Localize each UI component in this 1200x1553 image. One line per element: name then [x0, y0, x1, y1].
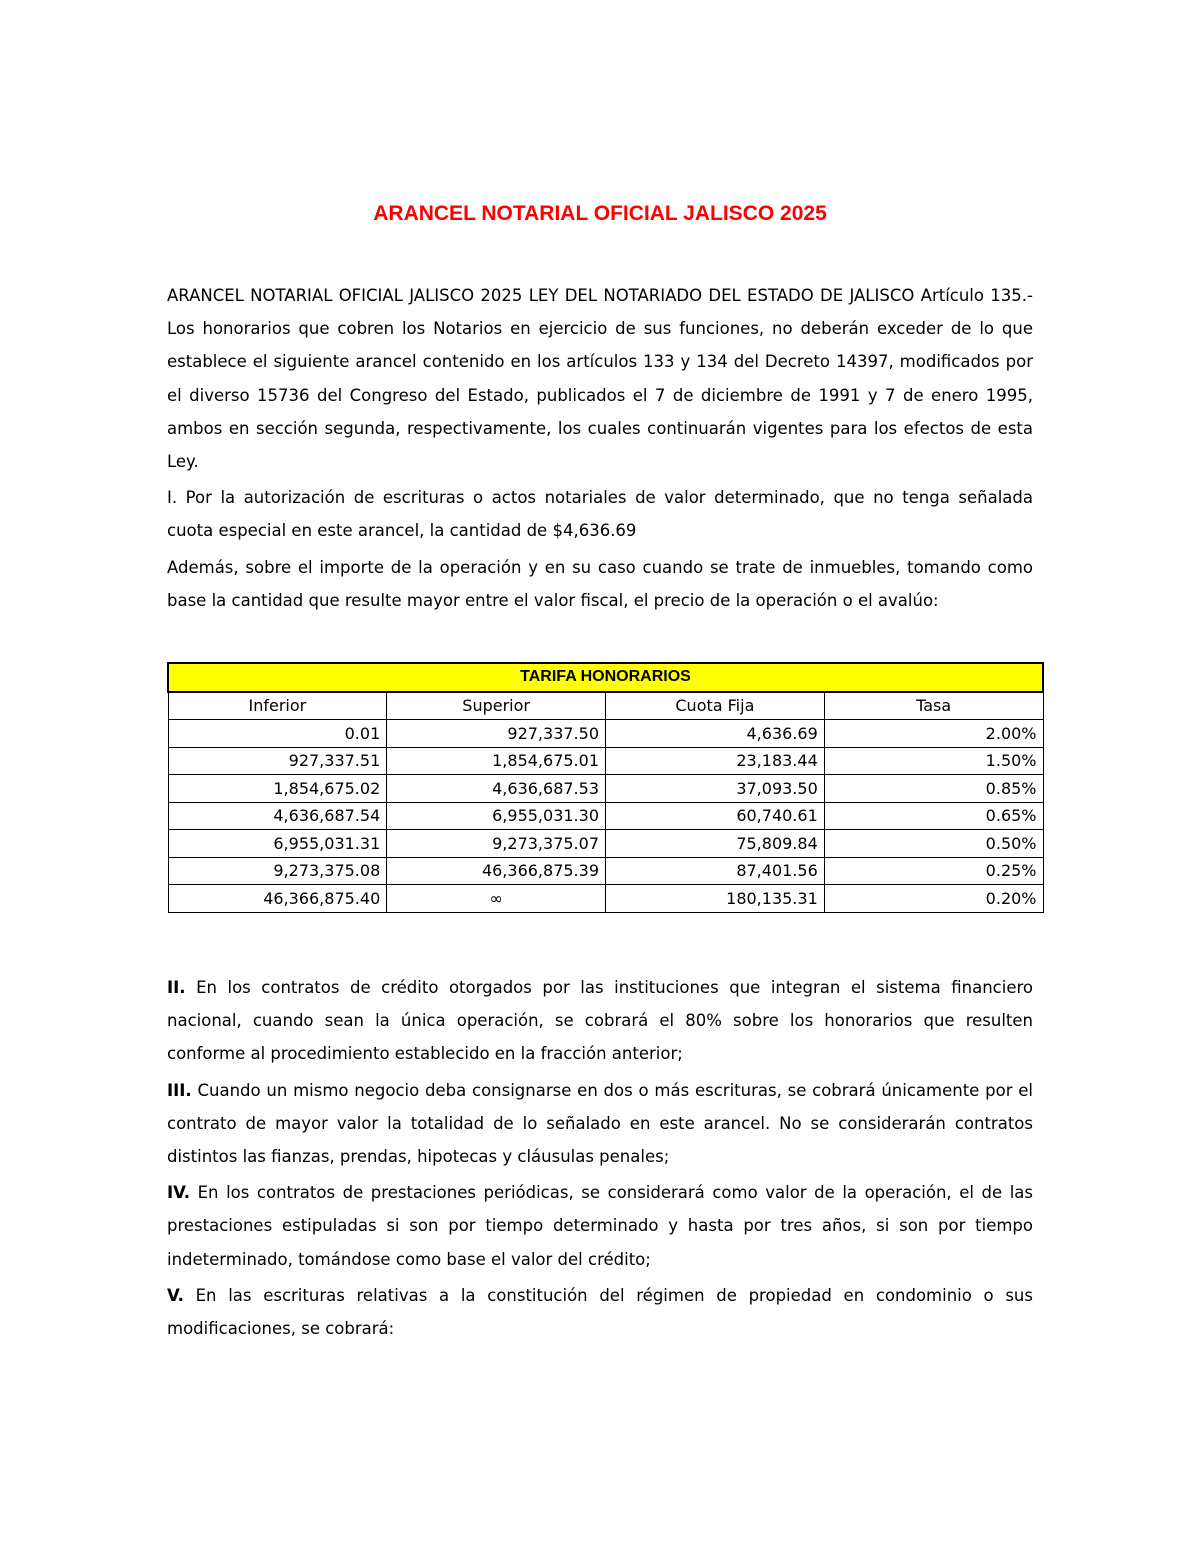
cell-superior-infinity: ∞ [387, 885, 606, 913]
cell-superior: 6,955,031.30 [387, 802, 606, 830]
tarifa-honorarios-table [167, 662, 1044, 913]
cell-cuota-fija: 23,183.44 [606, 747, 825, 775]
cell-superior: 4,636,687.53 [387, 775, 606, 803]
table-title-row [168, 663, 1043, 692]
table-row [168, 747, 1043, 775]
cell-tasa: 0.65% [824, 802, 1043, 830]
cell-tasa: 2.00% [824, 720, 1043, 748]
cell-cuota-fija: 60,740.61 [606, 802, 825, 830]
cell-tasa: 0.25% [824, 857, 1043, 885]
header-cuota-fija: Cuota Fija [606, 692, 825, 720]
cell-superior: 9,273,375.07 [387, 830, 606, 858]
fraction-4-text: En los contratos de prestaciones periódicas, se considerará como valor de la operación, el de las prestaciones estipuladas si son por tiempo determinado y hasta por tres años, si son por tiempo indeterminado, tomándose como base el valor del crédito; [167, 1183, 1033, 1269]
fraction-3-paragraph [167, 1074, 1033, 1174]
intro-section [167, 279, 1033, 617]
fraction-5-text: En las escrituras relativas a la constitución del régimen de propiedad en condominio o sus modificaciones, se cobrará: [167, 1285, 1033, 1339]
fraction-5-numeral: V. [167, 1285, 184, 1305]
table-header-row [168, 692, 1043, 720]
cell-cuota-fija: 180,135.31 [606, 885, 825, 913]
fraction-2-text: En los contratos de crédito otorgados por las instituciones que integran el sistema financiero nacional, cuando sean la única operación, se cobrará el 80% sobre los honorarios que resulten conforme al procedimiento establecido en la fracción anterior; [167, 978, 1033, 1064]
table-row [168, 885, 1043, 913]
header-superior: Superior [387, 692, 606, 720]
cell-cuota-fija: 4,636.69 [606, 720, 825, 748]
cell-superior: 1,854,675.01 [387, 747, 606, 775]
fraction-4-numeral: IV. [167, 1183, 191, 1203]
table-row [168, 775, 1043, 803]
cell-cuota-fija: 37,093.50 [606, 775, 825, 803]
cell-tasa: 0.85% [824, 775, 1043, 803]
cell-inferior: 6,955,031.31 [168, 830, 387, 858]
ademas-paragraph: Además, sobre el importe de la operación y en su caso cuando se trate de inmuebles, tomando como base la cantidad que resulte mayor entre el valor fiscal, el precio de la operación o el avalúo: [167, 557, 1033, 610]
table-title: TARIFA HONORARIOS [168, 663, 1043, 692]
document-title: ARANCEL NOTARIAL OFICIAL JALISCO 2025 [373, 202, 827, 225]
table-row [168, 857, 1043, 885]
table-row [168, 830, 1043, 858]
fraction-2-paragraph [167, 971, 1033, 1071]
header-inferior: Inferior [168, 692, 387, 720]
cell-inferior: 0.01 [168, 720, 387, 748]
cell-inferior: 927,337.51 [168, 747, 387, 775]
cell-inferior: 46,366,875.40 [168, 885, 387, 913]
cell-inferior: 4,636,687.54 [168, 802, 387, 830]
fractions-section [167, 971, 1033, 1345]
table-row [168, 720, 1043, 748]
cell-superior: 927,337.50 [387, 720, 606, 748]
cell-tasa: 0.50% [824, 830, 1043, 858]
intro-paragraph: ARANCEL NOTARIAL OFICIAL JALISCO 2025 LEY DEL NOTARIADO DEL ESTADO DE JALISCO Artículo 135.- Los honorarios que cobren los Notarios en ejercicio de sus funciones, no deberán exceder de lo que establece el siguiente arancel contenido en los artículos 133 y 134 del Decreto 14397, modificados por el diverso 15736 del Congreso del Estado, publicados el 7 de diciembre de 1991 y 7 de enero 1995, ambos en sección segunda, respectivamente, los cuales continuarán vigentes para los efectos de esta Ley. [167, 286, 1033, 472]
table-row [168, 802, 1043, 830]
fraction-5-paragraph [167, 1279, 1033, 1345]
cell-cuota-fija: 75,809.84 [606, 830, 825, 858]
cell-inferior: 9,273,375.08 [168, 857, 387, 885]
cell-tasa: 1.50% [824, 747, 1043, 775]
fraction-3-numeral: III. [167, 1080, 192, 1100]
cell-inferior: 1,854,675.02 [168, 775, 387, 803]
header-tasa: Tasa [824, 692, 1043, 720]
fraction-4-paragraph [167, 1176, 1033, 1276]
fraction-2-numeral: II. [167, 978, 186, 997]
cell-cuota-fija: 87,401.56 [606, 857, 825, 885]
cell-superior: 46,366,875.39 [387, 857, 606, 885]
fraction-3-text: Cuando un mismo negocio deba consignarse en dos o más escrituras, se cobrará únicamente por el contrato de mayor valor la totalidad de lo señalado en este arancel. No se considerarán contratos distintos las fianzas, prendas, hipotecas y cláusulas penales; [167, 1080, 1033, 1167]
cell-tasa: 0.20% [824, 885, 1043, 913]
fraction-1-paragraph: I. Por la autorización de escrituras o actos notariales de valor determinado, que no tenga señalada cuota especial en este arancel, la cantidad de $4,636.69 [167, 488, 1033, 541]
